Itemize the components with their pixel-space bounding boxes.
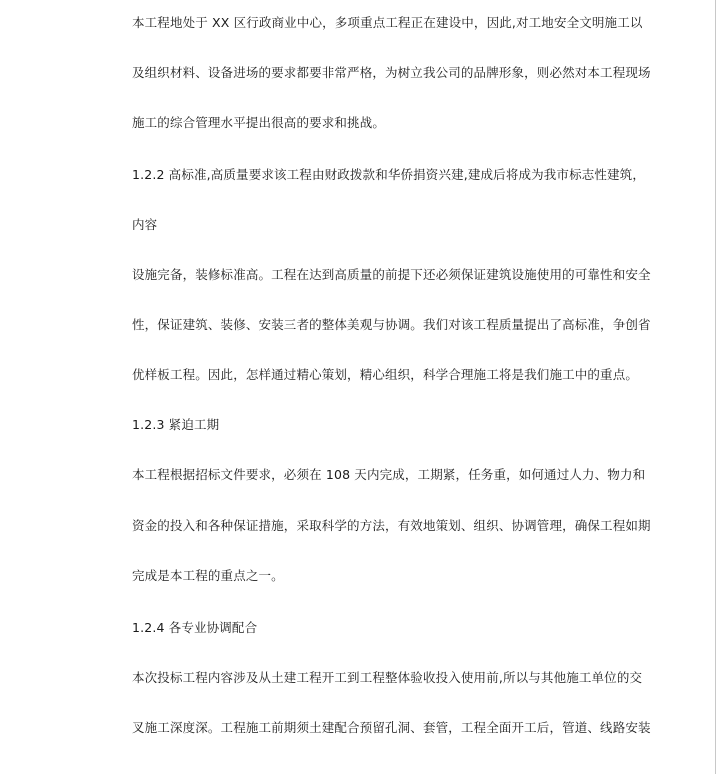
paragraph-line: 资金的投入和各种保证措施，采取科学的方法，有效地策划、组织、协调管理，确保工程如期 — [132, 518, 651, 533]
section-heading-1-2-3: 1.2.3 紧迫工期 — [132, 417, 220, 432]
section-heading-1-2-4: 1.2.4 各专业协调配合 — [132, 620, 258, 635]
section-heading-1-2-2: 1.2.2 高标准,高质量要求该工程由财政拨款和华侨捐资兴建,建成后将成为我市标志性建筑， — [132, 167, 645, 182]
paragraph-line: 施工的综合管理水平提出很高的要求和挑战。 — [132, 115, 386, 130]
paragraph-line: 叉施工深度深。工程施工前期须土建配合预留孔洞、套管，工程全面开工后，管道、线路安装 — [132, 720, 651, 735]
paragraph-line: 设施完备，装修标准高。工程在达到高质量的前提下还必须保证建筑设施使用的可靠性和安全 — [132, 267, 651, 282]
paragraph-line: 本工程地处于 XX 区行政商业中心，多项重点工程正在建设中，因此,对工地安全文明施工以 — [132, 15, 643, 30]
paragraph-line: 完成是本工程的重点之一。 — [132, 568, 284, 583]
paragraph-line: 优样板工程。因此，怎样通过精心策划，精心组织，科学合理施工将是我们施工中的重点。 — [132, 367, 639, 382]
paragraph-line: 及组织材料、设备进场的要求都要非常严格，为树立我公司的品牌形象，则必然对本工程现场 — [132, 65, 651, 80]
paragraph-line: 本工程根据招标文件要求，必须在 108 天内完成，工期紧，任务重，如何通过人力、物力和 — [132, 467, 646, 482]
paragraph-line: 性，保证建筑、装修、安装三者的整体美观与协调。我们对该工程质量提出了高标准，争创省 — [132, 317, 651, 332]
paragraph-line: 本次投标工程内容涉及从土建工程开工到工程整体验收投入使用前,所以与其他施工单位的交 — [132, 670, 643, 685]
paragraph-line: 内容 — [132, 217, 158, 232]
